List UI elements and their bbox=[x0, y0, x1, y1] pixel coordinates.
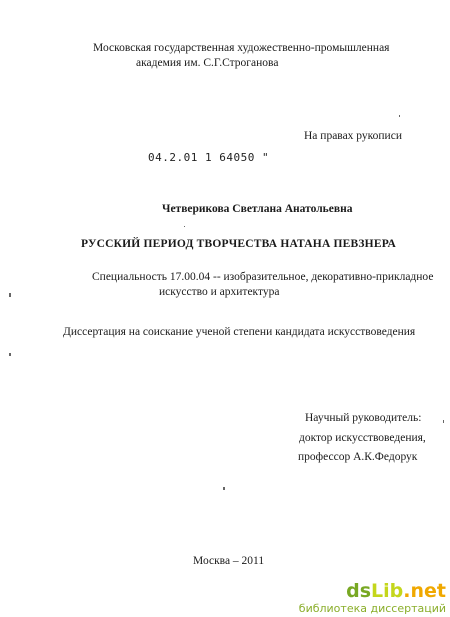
dissertation-degree: Диссертация на соискание ученой степени кандидата искусствоведения bbox=[63, 326, 416, 338]
dslib-logo bbox=[299, 580, 446, 602]
supervisor-name: профессор А.К.Федорук bbox=[298, 451, 418, 463]
logo-lib: Lib bbox=[371, 580, 404, 602]
scan-speck bbox=[399, 115, 400, 117]
institution-line-2: академия им. С.Г.Строганова bbox=[136, 57, 279, 69]
supervisor-label: Научный руководитель: bbox=[305, 412, 422, 424]
rights-note: На правах рукописи bbox=[304, 130, 402, 142]
place-year: Москва – 2011 bbox=[193, 555, 265, 567]
scan-speck bbox=[9, 293, 11, 297]
supervisor-degree: доктор искусствоведения, bbox=[299, 432, 426, 444]
dissertation-title: РУССКИЙ ПЕРИОД ТВОРЧЕСТВА НАТАНА ПЕВЗНЕРА bbox=[81, 238, 396, 250]
dslib-watermark bbox=[299, 580, 446, 615]
watermark-tagline: библиотека диссертаций bbox=[298, 602, 446, 615]
scan-speck bbox=[184, 226, 185, 227]
scan-speck bbox=[9, 353, 11, 356]
institution-line-1: Московская государственная художественно-промышленная bbox=[93, 42, 390, 54]
scan-speck bbox=[443, 420, 444, 423]
specialty-line-1: Специальность 17.00.04 -- изобразительное, декоративно-прикладное bbox=[92, 271, 434, 283]
specialty-line-2: искусство и архитектура bbox=[159, 286, 280, 298]
author-name: Четверикова Светлана Анатольевна bbox=[162, 203, 353, 215]
archive-number: 04.2.01 1 64050 " bbox=[148, 151, 270, 164]
scan-speck bbox=[223, 487, 225, 490]
logo-net: .net bbox=[403, 580, 446, 602]
logo-ds: ds bbox=[346, 580, 372, 602]
